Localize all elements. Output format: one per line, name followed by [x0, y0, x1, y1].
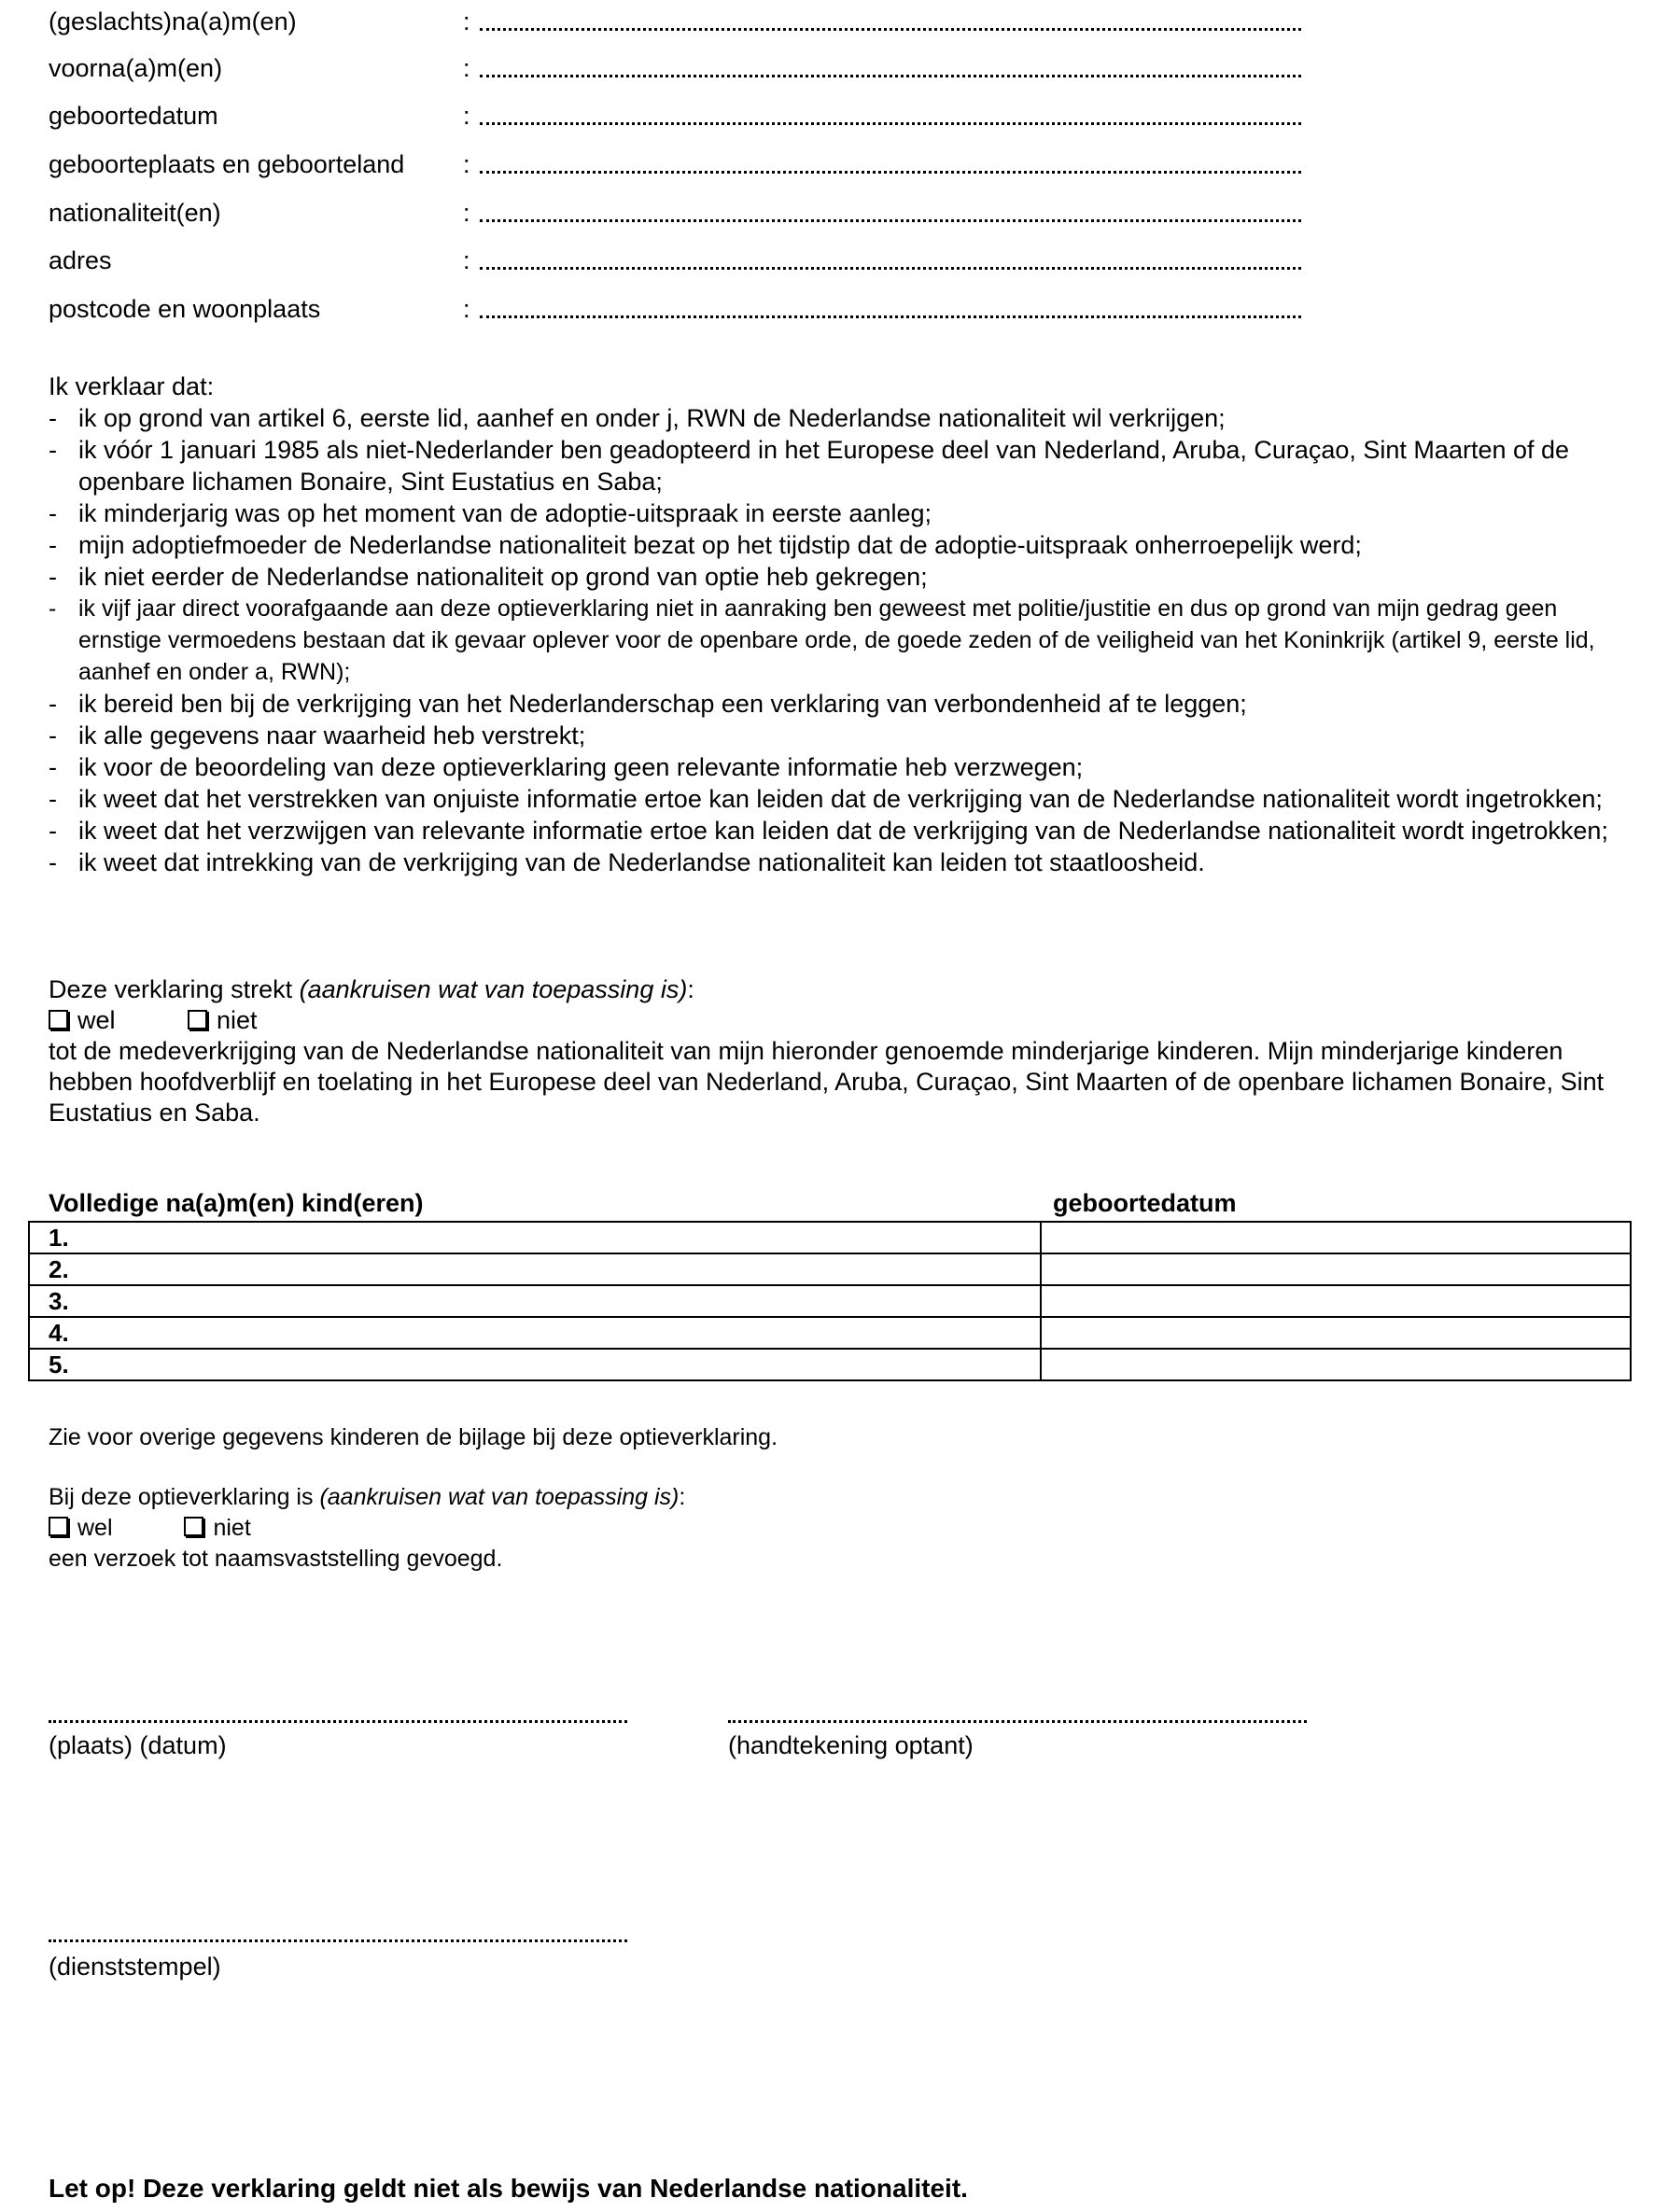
checkbox-icon[interactable] [49, 1517, 68, 1536]
signature-line[interactable] [728, 1720, 1307, 1723]
children-table [28, 1221, 1632, 1381]
postcode-city-input[interactable] [480, 315, 1301, 318]
bullet-dash: - [49, 721, 57, 749]
option-niet[interactable]: niet [188, 1005, 258, 1036]
surname-input[interactable] [480, 28, 1301, 31]
children-extension-text: tot de medeverkrijging van de Nederlandse nationaliteit van mijn hieronder genoemde minderjarige kinderen. Mijn minderjarige kinderen hebben hoofdverblijf en toelating in het Europese deel van Nederland, Aruba, Curaçao, Sint Maarten of de openbare lichamen Bonaire, Sint Eustatius en Saba. [49, 1037, 1605, 1127]
bullet-dash: - [49, 499, 57, 527]
child-name-cell[interactable]: 4. [29, 1317, 1041, 1349]
declaration-item: - ik weet dat het verstrekken van onjuiste informatie ertoe kan leiden dat de verkrijging van de Nederlandse nationaliteit wordt ingetrokken; [49, 785, 1603, 813]
child-name-cell[interactable]: 1. [29, 1222, 1041, 1253]
declaration-item: - ik minderjarig was op het moment van de adoptie-uitspraak in eerste aanleg; [49, 499, 932, 527]
bullet-dash: - [49, 404, 57, 432]
field-label: adres [49, 246, 112, 274]
declaration-item: - ik vóór 1 januari 1985 als niet-Nederlander ben geadopteerd in het Europese deel van Nederland, Aruba, Curaçao, Sint Maarten of de openbare lichamen Bonaire, Sint Eustatius en Saba; [49, 436, 1570, 496]
field-colon: : [463, 199, 470, 227]
declaration [49, 371, 1635, 878]
declaration-item: - ik op grond van artikel 6, eerste lid, aanhef en onder j, RWN de Nederlandse nationaliteit wil verkrijgen; [49, 404, 1226, 432]
bullet-dash: - [49, 436, 57, 464]
table-row [29, 1222, 1631, 1253]
option-wel[interactable]: wel [49, 1005, 116, 1036]
declaration-item: - ik niet eerder de Nederlandse nationaliteit op grond van optie heb gekregen; [49, 563, 928, 591]
nationality-input[interactable] [480, 219, 1301, 222]
declaration-item: - ik vijf jaar direct voorafgaande aan deze optieverklaring niet in aanraking ben geweest met politie/justitie en dus op grond van mijn gedrag geen ernstige vermoedens bestaan dat ik gevaar oplever voor de openbare orde, de goede zeden of de veiligheid van het Koninkrijk (artikel 9, eerste lid, aanhef en onder a, RWN); [49, 593, 1635, 688]
declaration-item: - ik weet dat intrekking van de verkrijging van de Nederlandse nationaliteit kan leiden tot staatloosheid. [49, 848, 1205, 876]
child-birthdate-cell[interactable] [1041, 1317, 1631, 1349]
child-birthdate-cell[interactable] [1041, 1349, 1631, 1380]
field-colon: : [463, 246, 470, 274]
checkbox-icon[interactable] [184, 1517, 203, 1536]
table-row [29, 1349, 1631, 1380]
field-colon: : [463, 150, 470, 178]
birthplace-input[interactable] [480, 171, 1301, 174]
given-names-input[interactable] [480, 75, 1301, 77]
table-row [29, 1253, 1631, 1285]
children-extension-prompt: Deze verklaring strekt (aankruisen wat van toepassing is): [49, 975, 694, 1003]
child-birthdate-cell[interactable] [1041, 1285, 1631, 1317]
children-extension-section [49, 974, 1635, 1128]
checkbox-icon[interactable] [49, 1010, 68, 1029]
field-colon: : [463, 295, 470, 323]
field-colon: : [463, 54, 470, 82]
stamp-label: (dienststempel) [49, 1953, 221, 1981]
field-colon: : [463, 102, 470, 130]
declaration-item: - mijn adoptiefmoeder de Nederlandse nationaliteit bezat op het tijdstip dat de adoptie-uitspraak onherroepelijk werd; [49, 531, 1362, 559]
bullet-dash: - [49, 690, 57, 718]
signature-label: (handtekening optant) [728, 1731, 974, 1759]
table-row [29, 1285, 1631, 1317]
bullet-dash: - [49, 753, 57, 781]
field-label: postcode en woonplaats [49, 295, 321, 323]
name-request-options [49, 1513, 1635, 1544]
name-request-section [49, 1482, 1635, 1575]
bullet-dash: - [49, 563, 57, 591]
name-request-prompt: Bij deze optieverklaring is (aankruisen wat van toepassing is): [49, 1484, 686, 1510]
child-name-cell[interactable]: 5. [29, 1349, 1041, 1380]
child-name-cell[interactable]: 3. [29, 1285, 1041, 1317]
declaration-item: - ik alle gegevens naar waarheid heb verstrekt; [49, 721, 586, 749]
child-birthdate-cell[interactable] [1041, 1222, 1631, 1253]
child-name-cell[interactable]: 2. [29, 1253, 1041, 1285]
bullet-dash: - [49, 595, 57, 622]
declaration-item: - ik voor de beoordeling van deze optieverklaring geen relevante informatie heb verzwegen; [49, 753, 1084, 781]
footer-notice: Let op! Deze verklaring geldt niet als bewijs van Nederlandse nationaliteit. [49, 2174, 968, 2203]
declaration-item: - ik bereid ben bij de verkrijging van het Nederlanderschap een verklaring van verbondenheid af te leggen; [49, 690, 1247, 718]
stamp-line[interactable] [49, 1939, 627, 1942]
field-label: voorna(a)m(en) [49, 54, 223, 82]
option-niet[interactable]: niet [184, 1513, 250, 1544]
bullet-dash: - [49, 531, 57, 559]
bullet-dash: - [49, 848, 57, 876]
table-header-name: Volledige na(a)m(en) kind(eren) [49, 1189, 424, 1217]
field-label: geboortedatum [49, 102, 218, 130]
child-birthdate-cell[interactable] [1041, 1253, 1631, 1285]
birthdate-input[interactable] [480, 122, 1301, 125]
bullet-dash: - [49, 785, 57, 813]
option-wel[interactable]: wel [49, 1513, 113, 1544]
table-row [29, 1317, 1631, 1349]
table-header-birthdate: geboortedatum [1053, 1189, 1237, 1217]
address-input[interactable] [480, 267, 1301, 270]
field-label: (geslachts)na(a)m(en) [49, 7, 297, 35]
field-label: geboorteplaats en geboorteland [49, 150, 405, 178]
checkbox-icon[interactable] [188, 1010, 207, 1029]
instruction-text: (aankruisen wat van toepassing is) [299, 975, 688, 1003]
place-date-label: (plaats) (datum) [49, 1731, 227, 1759]
declaration-item: - ik weet dat het verzwijgen van relevante informatie ertoe kan leiden dat de verkrijging van de Nederlandse nationaliteit wordt ingetrokken; [49, 817, 1608, 845]
instruction-text: (aankruisen wat van toepassing is) [319, 1484, 680, 1510]
children-extension-options [49, 1005, 1635, 1036]
declaration-intro: Ik verklaar dat: [49, 372, 215, 400]
place-date-line[interactable] [49, 1720, 627, 1723]
attachment-note: Zie voor overige gegevens kinderen de bijlage bij deze optieverklaring. [49, 1424, 778, 1450]
name-request-text: een verzoek tot naamsvaststelling gevoegd. [49, 1546, 503, 1572]
field-colon: : [463, 7, 470, 35]
field-label: nationaliteit(en) [49, 199, 221, 227]
bullet-dash: - [49, 817, 57, 845]
